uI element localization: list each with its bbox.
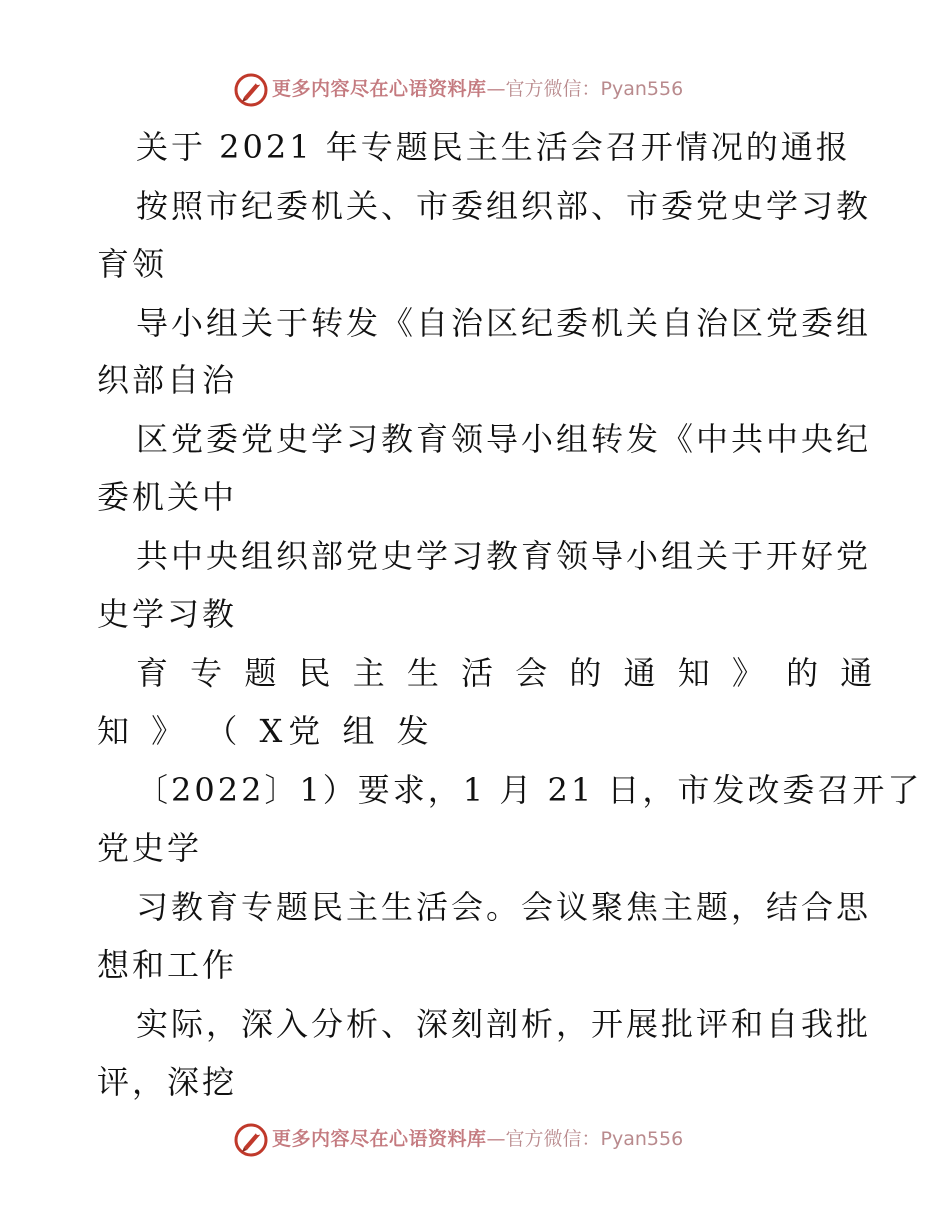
paragraph-line: 评，深挖 xyxy=(97,1063,238,1101)
pen-logo-icon xyxy=(233,72,269,108)
paragraph-line: 习教育专题民主生活会。会议聚焦主题，结合思 xyxy=(136,888,872,926)
header-banner xyxy=(0,70,950,110)
paragraph-line: 知 》 （ X党 组 发 xyxy=(97,712,435,750)
paragraph-line: 实际，深入分析、深刻剖析，开展批评和自我批 xyxy=(136,1005,872,1043)
banner-dash: — xyxy=(486,78,506,100)
document-title: 关于 2021 年专题民主生活会召开情况的通报 xyxy=(136,128,851,166)
banner-main-text: 更多内容尽在心语资料库 xyxy=(272,1128,487,1150)
paragraph-line: 想和工作 xyxy=(97,946,238,984)
header-banner-text xyxy=(272,77,683,101)
paragraph-line: 共中央组织部党史学习教育领导小组关于开好党 xyxy=(136,537,872,575)
paragraph-line: 委机关中 xyxy=(97,478,238,516)
paragraph-line: 〔2022〕1）要求，1 月 21 日，市发改委召开了 xyxy=(136,771,923,809)
paragraph-line: 织部自治 xyxy=(97,361,238,399)
paragraph-line: 育领 xyxy=(97,245,168,283)
banner-main-text: 更多内容尽在心语资料库 xyxy=(272,78,487,100)
paragraph-line: 区党委党史学习教育领导小组转发《中共中央纪 xyxy=(136,420,872,458)
banner-dash: — xyxy=(486,1128,506,1150)
paragraph-line: 按照市纪委机关、市委组织部、市委党史学习教 xyxy=(136,187,872,225)
paragraph-line: 育 专 题 民 主 生 活 会 的 通 知 》 的 通 xyxy=(136,654,879,692)
pen-logo-icon xyxy=(233,1122,269,1158)
footer-banner-text xyxy=(272,1127,683,1151)
footer-banner xyxy=(0,1120,950,1160)
banner-wechat-text: 官方微信：Pyan556 xyxy=(505,1128,684,1150)
paragraph-line: 导小组关于转发《自治区纪委机关自治区党委组 xyxy=(136,304,872,342)
paragraph-line: 党史学 xyxy=(97,829,203,867)
paragraph-line: 史学习教 xyxy=(97,595,238,633)
banner-wechat-text: 官方微信：Pyan556 xyxy=(505,78,684,100)
